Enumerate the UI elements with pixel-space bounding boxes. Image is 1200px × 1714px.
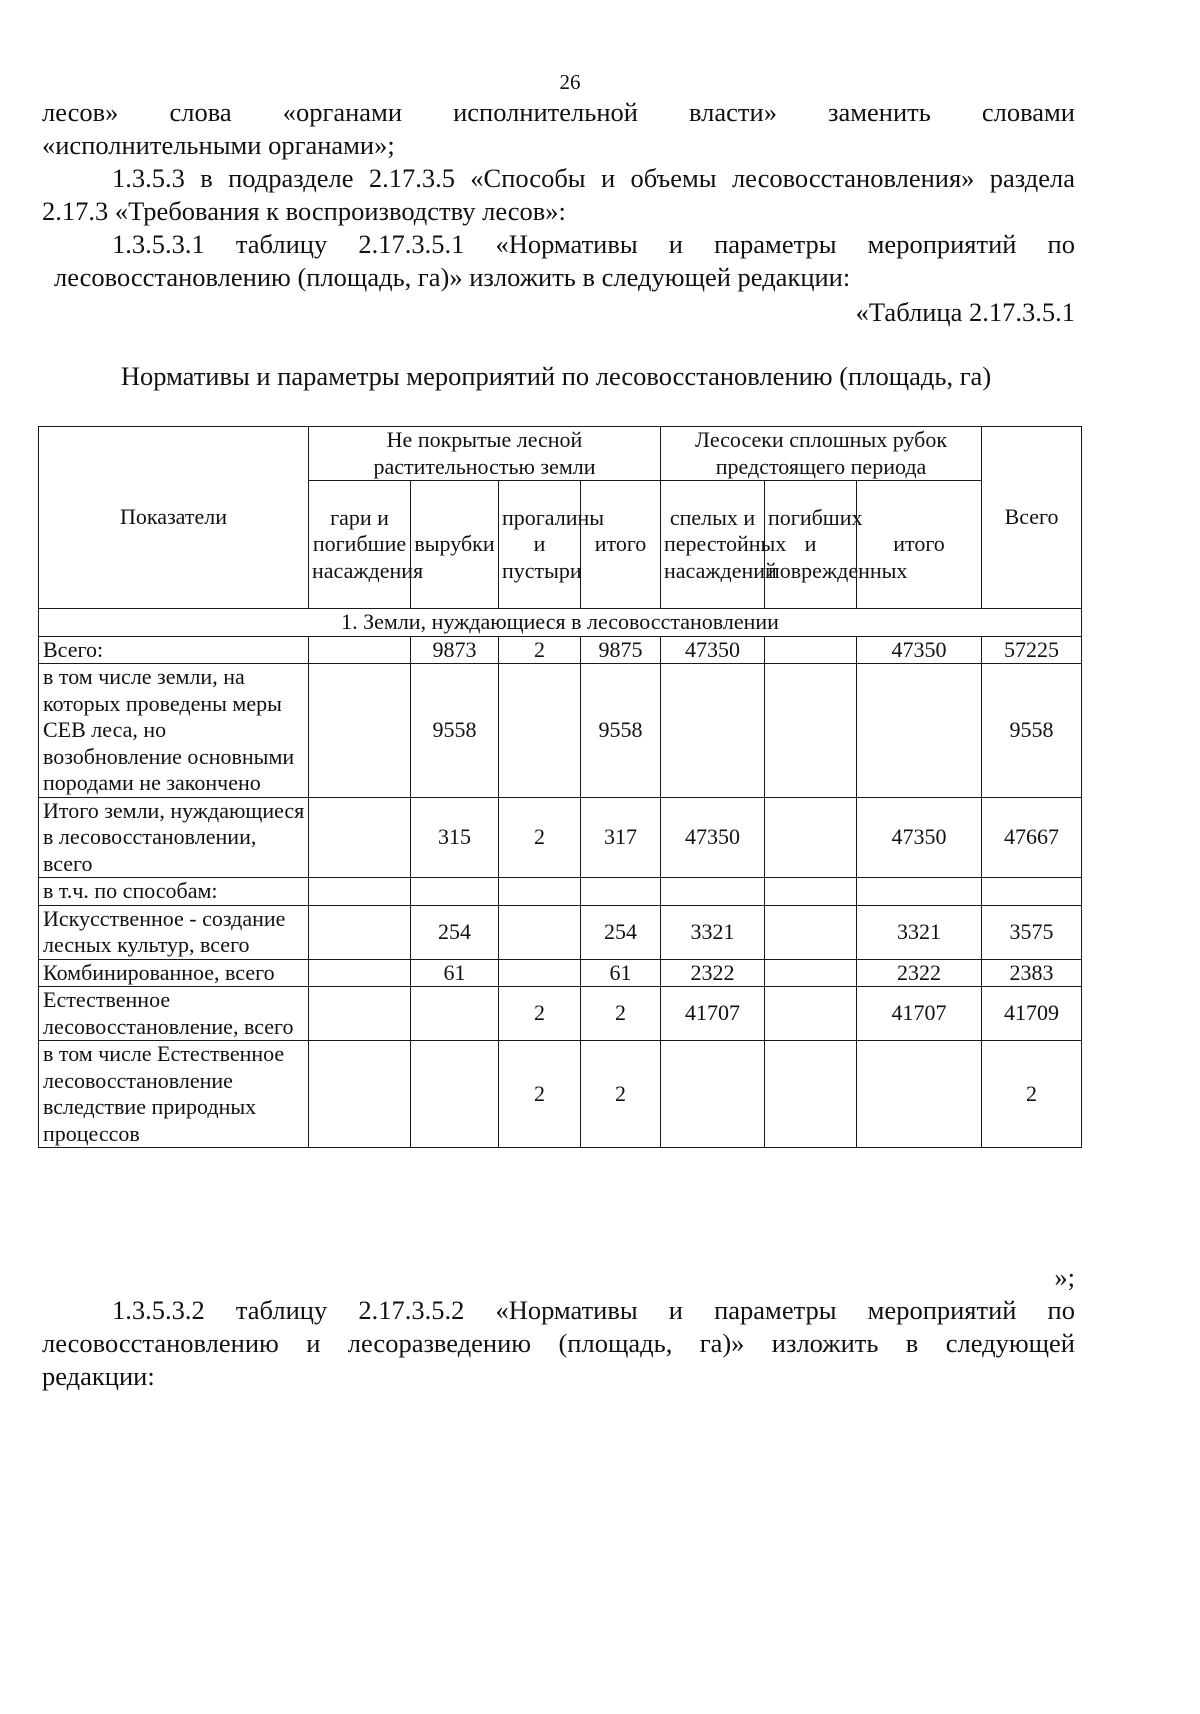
cell (411, 878, 499, 906)
table-title: Нормативы и параметры мероприятий по лесовосстановлению (площадь, га) (120, 361, 992, 391)
cell: 41707 (661, 987, 765, 1041)
subheader-mature-stands: спелых и перестойных насаждений (661, 481, 765, 609)
paragraph-4 (42, 1294, 1075, 1393)
cell (857, 664, 982, 798)
cell (765, 664, 857, 798)
table-row (39, 905, 1082, 959)
row-label: Искусственное - создание лесных культур, всего (39, 905, 309, 959)
cell: 2322 (857, 959, 982, 987)
cell (765, 797, 857, 878)
subheader-subtotal-1: итого (581, 481, 661, 609)
table-section-row (39, 609, 1082, 637)
cell (765, 878, 857, 906)
row-label: Итого земли, нуждающиеся в лесовосстановлении, всего (39, 797, 309, 878)
table-row (39, 1041, 1082, 1148)
paragraph-4-line-1: 1.3.5.3.2 таблицу 2.17.3.5.2 «Нормативы и параметры мероприятий по (112, 1295, 1075, 1325)
paragraph-4-line-3: редакции: (42, 1361, 155, 1391)
cell (857, 878, 982, 906)
cell (661, 1041, 765, 1148)
cell: 2 (982, 1041, 1082, 1148)
cell: 3321 (661, 905, 765, 959)
cell (499, 905, 581, 959)
cell: 47350 (661, 636, 765, 664)
cell: 41709 (982, 987, 1082, 1041)
cell: 47350 (661, 797, 765, 878)
cell: 47350 (857, 797, 982, 878)
table-row (39, 959, 1082, 987)
paragraph-2-line-1: 1.3.5.3 в подразделе 2.17.3.5 «Способы и объемы лесовосстановления» раздела (112, 163, 1075, 193)
cell (309, 905, 411, 959)
table-row (39, 797, 1082, 878)
header-group-uncovered-lands: Не покрытые лесной растительностью земли (309, 427, 661, 481)
cell (499, 664, 581, 798)
subheader-glades: прогалины и пустыри (499, 481, 581, 609)
cell (309, 959, 411, 987)
paragraph-3-line-1: 1.3.5.3.1 таблицу 2.17.3.5.1 «Нормативы и параметры мероприятий по (112, 229, 1075, 259)
cell: 2 (499, 987, 581, 1041)
paragraph-1 (42, 96, 1075, 162)
row-label: в т.ч. по способам: (39, 878, 309, 906)
subheader-burned: гари и погибшие насаждения (309, 481, 411, 609)
cell: 47667 (982, 797, 1082, 878)
page-number: 26 (559, 70, 581, 94)
section-title: 1. Земли, нуждающиеся в лесовосстановлении (39, 609, 1082, 637)
cell: 57225 (982, 636, 1082, 664)
cell (661, 878, 765, 906)
row-label: в том числе земли, на которых проведены меры СЕВ леса, но возобновление основными породами не закончено (39, 664, 309, 798)
cell (765, 987, 857, 1041)
header-total: Всего (982, 427, 1082, 609)
subheader-subtotal-2: итого (857, 481, 982, 609)
table-header-row (39, 427, 1082, 481)
cell: 2 (499, 636, 581, 664)
cell: 9558 (581, 664, 661, 798)
cell (765, 1041, 857, 1148)
data-table (38, 426, 1082, 1148)
cell (499, 878, 581, 906)
cell: 41707 (857, 987, 982, 1041)
cell (765, 905, 857, 959)
paragraph-2 (42, 162, 1075, 228)
table-row (39, 878, 1082, 906)
cell (309, 636, 411, 664)
cell (857, 1041, 982, 1148)
closing-quote-mark: »; (1054, 1262, 1075, 1292)
cell: 317 (581, 797, 661, 878)
cell: 9875 (581, 636, 661, 664)
cell (411, 987, 499, 1041)
table-row (39, 636, 1082, 664)
cell: 61 (581, 959, 661, 987)
cell: 61 (411, 959, 499, 987)
paragraph-4-line-2: лесовосстановлению и лесоразведению (площадь, га)» изложить в следующей (42, 1328, 1075, 1358)
table-row (39, 664, 1082, 798)
row-label: Естественное лесовосстановление, всего (39, 987, 309, 1041)
row-label: в том числе Естественное лесовосстановление вследствие природных процессов (39, 1041, 309, 1148)
paragraph-3-line-2: лесовосстановлению (площадь, га)» изложить в следующей редакции: (54, 262, 851, 292)
cell: 2322 (661, 959, 765, 987)
cell (309, 664, 411, 798)
row-label: Комбинированное, всего (39, 959, 309, 987)
cell: 9558 (411, 664, 499, 798)
cell (765, 959, 857, 987)
cell: 2 (581, 987, 661, 1041)
cell: 9558 (982, 664, 1082, 798)
row-label: Всего: (39, 636, 309, 664)
subheader-clearings: вырубки (411, 481, 499, 609)
cell: 3321 (857, 905, 982, 959)
cell: 2 (581, 1041, 661, 1148)
cell (982, 878, 1082, 906)
paragraph-2-line-2: 2.17.3 «Требования к воспроизводству лесов»: (42, 196, 566, 226)
cell (309, 797, 411, 878)
cell: 9873 (411, 636, 499, 664)
cell: 2 (499, 1041, 581, 1148)
subheader-damaged-stands: погибших и поврежденных (765, 481, 857, 609)
cell: 254 (411, 905, 499, 959)
cell (309, 878, 411, 906)
cell: 254 (581, 905, 661, 959)
cell (581, 878, 661, 906)
header-group-clearcut-areas: Лесосеки сплошных рубок предстоящего периода (661, 427, 982, 481)
cell: 2383 (982, 959, 1082, 987)
table-row (39, 987, 1082, 1041)
paragraph-1-line-1: лесов» слова «органами исполнительной власти» заменить словами (42, 97, 1075, 127)
table-caption: «Таблица 2.17.3.5.1 (855, 297, 1075, 327)
cell (309, 1041, 411, 1148)
cell: 3575 (982, 905, 1082, 959)
cell (661, 664, 765, 798)
cell (309, 987, 411, 1041)
cell (765, 636, 857, 664)
cell: 47350 (857, 636, 982, 664)
cell (499, 959, 581, 987)
cell: 2 (499, 797, 581, 878)
cell (411, 1041, 499, 1148)
paragraph-3 (54, 228, 1075, 294)
cell: 315 (411, 797, 499, 878)
header-indicators: Показатели (39, 427, 309, 609)
paragraph-1-line-2: «исполнительными органами»; (42, 130, 395, 160)
